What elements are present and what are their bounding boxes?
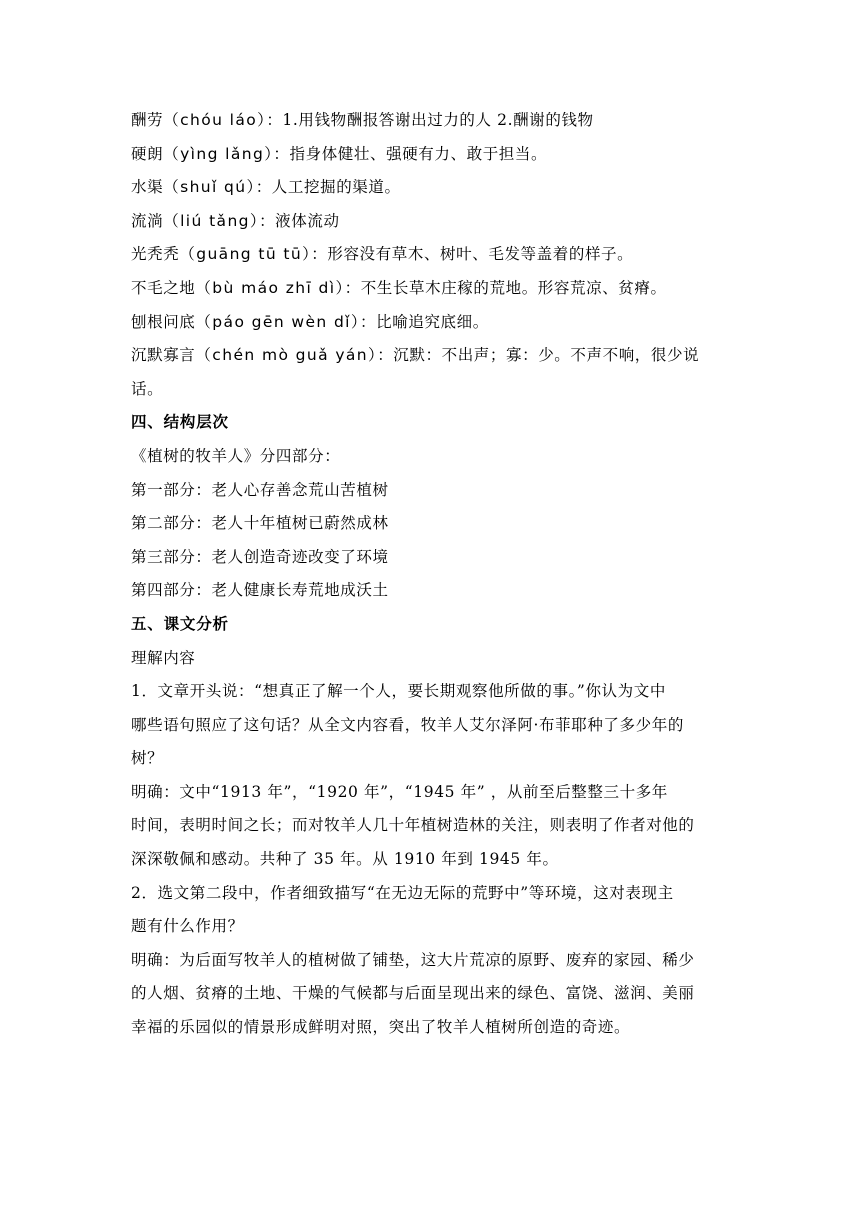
vocab-pinyin: （yìng lǎng） [163, 144, 274, 163]
answer-line: 明确：为后面写牧羊人的植树做了铺垫，这大片荒凉的原野、废弃的家园、稀少 [131, 950, 695, 969]
vocab-word: 酬劳 [131, 111, 164, 129]
vocab-item [131, 272, 741, 306]
vocab-item [131, 104, 741, 138]
vocab-meaning: ：形容没有草木、树叶、毛发等盖着的样子。 [311, 245, 634, 264]
section-heading: 五、课文分析 [131, 614, 229, 633]
section-structure [131, 406, 741, 608]
answer-2 [131, 944, 741, 1045]
question-line: 哪些语句照应了这句话？从全文内容看，牧羊人艾尔泽阿·布菲耶种了多少年的 [131, 715, 684, 734]
document-page [131, 104, 741, 1045]
vocab-pinyin: （liú tǎng） [163, 211, 260, 230]
vocab-word: 刨根问底 [131, 312, 196, 331]
structure-part: 第一部分：老人心存善念荒山苦植树 [131, 480, 389, 499]
vocab-pinyin: （guāng tū tū） [179, 245, 312, 264]
vocab-continuation: 话。 [131, 379, 164, 398]
vocabulary-list [131, 104, 741, 406]
vocab-pinyin: （shuǐ qú） [163, 178, 256, 197]
vocab-item [131, 306, 741, 340]
vocab-word: 硬朗 [131, 144, 164, 163]
vocab-item [131, 138, 741, 172]
subheading: 理解内容 [131, 648, 196, 667]
answer-line: 的人烟、贫瘠的土地、干燥的气候都与后面呈现出来的绿色、富饶、滋润、美丽 [131, 984, 695, 1003]
vocab-word: 沉默寡言 [131, 346, 196, 365]
vocab-meaning: ：比喻追究底细。 [360, 312, 489, 331]
answer-line: 深深敬佩和感动。共种了 35 年。从 1910 年到 1945 年。 [131, 850, 559, 869]
vocab-meaning: ：1.用钱物酬报答谢出过力的人 2.酬谢的钱物 [266, 111, 594, 129]
vocab-item [131, 339, 741, 373]
structure-intro: 《植树的牧羊人》分四部分： [131, 446, 341, 465]
section-heading: 四、结构层次 [131, 413, 229, 432]
structure-part: 第二部分：老人十年植树已蔚然成林 [131, 514, 389, 533]
vocab-word: 水渠 [131, 178, 164, 197]
question-1 [131, 675, 741, 776]
vocab-pinyin: （chén mò guǎ yán） [195, 346, 378, 365]
vocab-word: 流淌 [131, 211, 164, 230]
vocab-meaning: ：沉默：不出声；寡：少。不声不响，很少说 [377, 346, 700, 365]
vocab-item [131, 205, 741, 239]
vocab-pinyin: （páo gēn wèn dǐ） [195, 312, 361, 331]
section-analysis [131, 608, 741, 1045]
vocab-pinyin: （chóu láo） [163, 111, 267, 129]
question-line: 1．文章开头说：“想真正了解一个人，要长期观察他所做的事。”你认为文中 [131, 682, 666, 701]
vocab-item [131, 171, 741, 205]
answer-line: 幸福的乐园似的情景形成鲜明对照，突出了牧羊人植树所创造的奇迹。 [131, 1018, 631, 1037]
answer-line: 时间，表明时间之长；而对牧羊人几十年植树造林的关注，则表明了作者对他的 [131, 816, 695, 835]
vocab-meaning: ：人工挖掘的渠道。 [255, 178, 401, 197]
vocab-item [131, 238, 741, 272]
vocab-meaning: ：指身体健壮、强硬有力、敢于担当。 [273, 144, 548, 163]
structure-part: 第三部分：老人创造奇迹改变了环境 [131, 547, 389, 566]
question-line: 2．选文第二段中，作者细致描写“在无边无际的荒野中”等环境，这对表现主 [131, 883, 674, 902]
vocab-meaning: ：不生长草木庄稼的荒地。形容荒凉、贫瘠。 [344, 278, 667, 297]
answer-1 [131, 776, 741, 877]
answer-line: 明确：文中“1913 年”，“1920 年”，“1945 年” ，从前至后整整三十多年 [131, 782, 668, 801]
question-line: 树？ [131, 749, 164, 768]
structure-part: 第四部分：老人健康长寿荒地成沃土 [131, 581, 389, 600]
vocab-word: 光秃秃 [131, 245, 180, 264]
vocab-meaning: ：液体流动 [259, 211, 340, 230]
question-line: 题有什么作用？ [131, 917, 244, 936]
question-2 [131, 877, 741, 944]
vocab-pinyin: （bù máo zhī dì） [195, 278, 345, 297]
vocab-word: 不毛之地 [131, 278, 196, 297]
